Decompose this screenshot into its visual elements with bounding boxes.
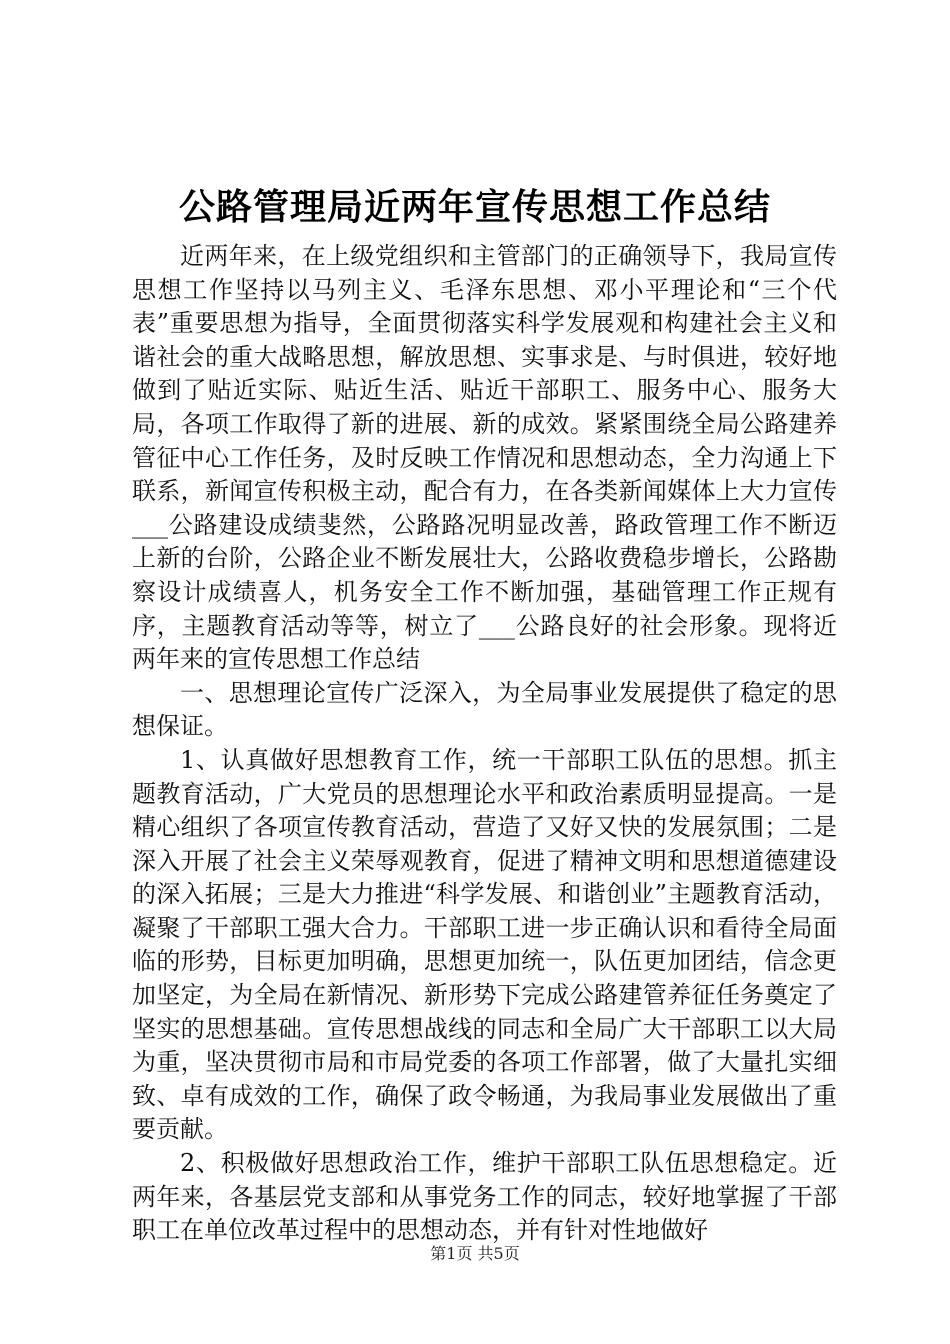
page-footer: 第1页 共5页	[430, 1244, 520, 1263]
document-title: 公路管理局近两年宣传思想工作总结	[178, 187, 771, 228]
document-body	[132, 240, 837, 1248]
paragraph-item-2: 2、积极做好思想政治工作，维护干部职工队伍思想稳定。近两年来，各基层党支部和从事党务工作的同志，较好地掌握了干部职工在单位改革过程中的思想动态，并有针对性地做好	[132, 1149, 837, 1245]
paragraph-item-1: 1、认真做好思想教育工作，统一干部职工队伍的思想。抓主题教育活动，广大党员的思想理论水平和政治素质明显提高。一是精心组织了各项宣传教育活动，营造了又好又快的发展氛围；二是深入开展了社会主义荣辱观教育，促进了精神文明和思想道德建设的深入拓展；三是大力推进“科学发展、和谐创业”主题教育活动，凝聚了干部职工强大合力。干部职工进一步正确认识和看待全局面临的形势，目标更加明确，思想更加统一，队伍更加团结，信念更加坚定，为全局在新情况、新形势下完成公路建管养征任务奠定了坚实的思想基础。宣传思想战线的同志和全局广大干部职工以大局为重，坚决贯彻市局和市局党委的各项工作部署，做了大量扎实细致、卓有成效的工作，确保了政令畅通，为我局事业发展做出了重要贡献。	[132, 745, 837, 1144]
paragraph-intro: 近两年来，在上级党组织和主管部门的正确领导下，我局宣传思想工作坚持以马列主义、毛泽东思想、邓小平理论和“三个代表”重要思想为指导，全面贯彻落实科学发展观和构建社会主义和谐社会的重大战略思想，解放思想、实事求是、与时俱进，较好地做到了贴近实际、贴近生活、贴近干部职工、服务中心、服务大局，各项工作取得了新的进展、新的成效。紧紧围绕全局公路建养管征中心工作任务，及时反映工作情况和思想动态，全力沟通上下联系，新闻宣传积极主动，配合有力，在各类新闻媒体上大力宣传___公路建设成绩斐然，公路路况明显改善，路政管理工作不断迈上新的台阶，公路企业不断发展壮大，公路收费稳步增长，公路勘察设计成绩喜人，机务安全工作不断加强，基础管理工作正规有序，主题教育活动等等，树立了___公路良好的社会形象。现将近两年来的宣传思想工作总结	[132, 242, 837, 674]
paragraph-section-heading-1: 一、思想理论宣传广泛深入，为全局事业发展提供了稳定的思想保证。	[132, 678, 837, 741]
